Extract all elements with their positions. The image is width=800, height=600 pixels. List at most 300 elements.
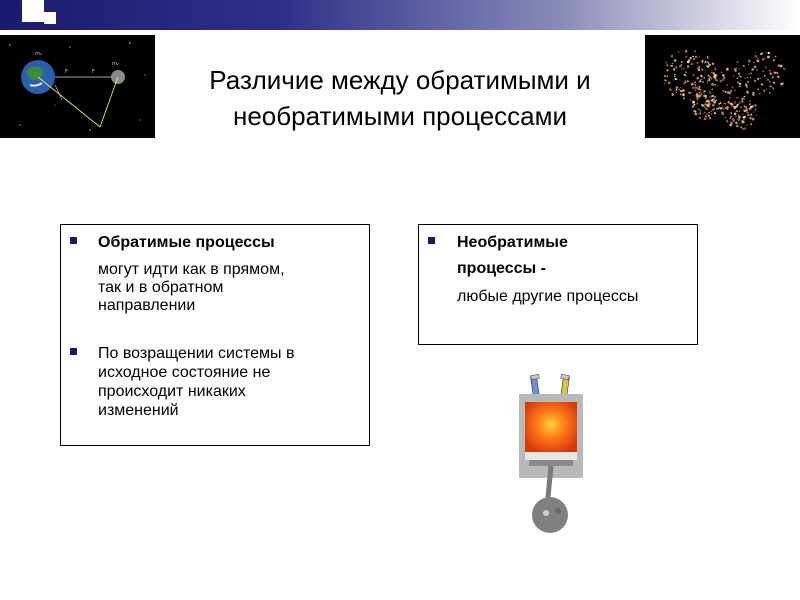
- return-state-line-4: изменений: [98, 402, 179, 419]
- firework-spark: [742, 116, 744, 118]
- irreversible-desc: любые другие процессы: [457, 288, 639, 305]
- firework-spark: [700, 87, 701, 88]
- firework-spark: [731, 105, 733, 107]
- firework-spark: [703, 92, 704, 93]
- firework-spark: [678, 51, 680, 53]
- firework-spark: [692, 64, 693, 65]
- firework-spark: [752, 68, 754, 70]
- firework-spark: [734, 101, 736, 103]
- firework-spark: [707, 56, 708, 57]
- firework-spark: [681, 61, 683, 63]
- firework-spark: [685, 71, 687, 73]
- firework-spark: [676, 89, 678, 91]
- firework-spark: [760, 78, 761, 79]
- firework-spark: [756, 114, 757, 115]
- firework-spark: [687, 80, 689, 82]
- firework-spark: [727, 84, 728, 85]
- firework-spark: [696, 93, 698, 95]
- firework-spark: [707, 103, 710, 106]
- firework-spark: [717, 108, 718, 109]
- firework-spark: [767, 78, 769, 80]
- firework-spark: [694, 89, 696, 91]
- firework-spark: [733, 75, 734, 76]
- reversible-heading: Обратимые процессы: [98, 234, 275, 251]
- firework-spark: [699, 92, 701, 94]
- firework-spark: [712, 95, 714, 97]
- firework-spark: [740, 126, 742, 128]
- firework-spark: [698, 114, 699, 115]
- firework-spark: [744, 116, 746, 118]
- firework-spark: [702, 81, 704, 83]
- firework-spark: [666, 69, 668, 71]
- firework-spark: [681, 91, 683, 93]
- firework-spark: [773, 88, 774, 89]
- firework-spark: [724, 102, 726, 104]
- firework-spark: [753, 111, 754, 112]
- firework-spark: [738, 102, 740, 104]
- firework-image: [645, 35, 800, 138]
- firework-spark: [752, 118, 755, 121]
- firework-spark: [706, 113, 708, 115]
- firework-spark: [707, 75, 709, 77]
- firework-spark: [711, 88, 712, 89]
- firework-spark: [764, 75, 766, 77]
- firework-spark: [750, 77, 751, 78]
- firework-spark: [744, 127, 746, 129]
- firework-spark: [670, 65, 672, 67]
- firework-spark: [685, 55, 687, 57]
- firework-spark: [694, 82, 696, 84]
- firework-spark: [686, 76, 687, 77]
- firework-spark: [671, 76, 672, 77]
- firework-spark: [664, 79, 666, 81]
- firework-spark: [705, 62, 707, 64]
- firework-spark: [747, 125, 748, 126]
- firework-spark: [668, 81, 671, 84]
- earth-moon-orbit-image: [0, 35, 155, 138]
- firework-spark: [747, 77, 748, 78]
- firework-spark: [704, 112, 706, 114]
- firework-spark: [734, 89, 735, 90]
- firework-spark: [698, 108, 700, 110]
- firework-spark: [700, 110, 701, 111]
- firework-spark: [677, 79, 678, 80]
- firework-spark: [741, 99, 742, 100]
- firework-spark: [690, 57, 692, 59]
- firework-spark: [769, 92, 771, 94]
- firework-spark: [783, 68, 785, 70]
- firework-spark: [709, 92, 710, 93]
- firework-spark: [712, 85, 713, 86]
- firework-spark: [707, 66, 709, 68]
- firework-spark: [743, 118, 745, 120]
- firework-spark: [737, 118, 740, 121]
- firework-spark: [726, 68, 729, 71]
- firework-spark: [757, 78, 759, 80]
- firework-spark: [738, 72, 740, 74]
- firework-spark: [741, 120, 743, 122]
- firework-spark: [712, 110, 713, 111]
- return-state-line-1: По возращении системы в: [98, 345, 295, 362]
- firework-spark: [750, 118, 751, 119]
- firework-spark: [774, 72, 776, 74]
- corner-square-navy: [12, 10, 22, 20]
- firework-spark: [741, 80, 742, 81]
- firework-spark: [742, 128, 744, 130]
- firework-spark: [760, 53, 762, 55]
- title-line-2: необратимыми процессами: [232, 101, 568, 131]
- firework-spark: [749, 73, 750, 74]
- firework-spark: [674, 74, 675, 75]
- firework-spark: [769, 72, 772, 75]
- firework-spark: [755, 109, 756, 110]
- firework-spark: [680, 87, 681, 88]
- firework-spark: [673, 79, 674, 80]
- firework-spark: [701, 68, 704, 71]
- firework-spark: [711, 110, 713, 112]
- firework-spark: [714, 96, 716, 98]
- firework-spark: [665, 62, 667, 64]
- firework-spark: [674, 75, 676, 77]
- firework-spark: [702, 61, 703, 62]
- firework-spark: [683, 97, 685, 99]
- firework-spark: [767, 56, 770, 59]
- firework-spark: [730, 117, 732, 119]
- firework-spark: [749, 100, 751, 102]
- firework-spark: [684, 74, 685, 75]
- firework-spark: [746, 107, 748, 109]
- firework-spark: [735, 116, 736, 117]
- firework-spark: [702, 104, 705, 107]
- firework-spark: [750, 123, 752, 125]
- firework-spark: [743, 65, 745, 67]
- firework-spark: [709, 91, 710, 92]
- firework-spark: [766, 89, 767, 90]
- firework-spark: [753, 62, 755, 64]
- bullet-icon: [70, 348, 77, 355]
- firework-spark: [704, 118, 707, 121]
- firework-spark: [714, 112, 716, 114]
- firework-spark: [734, 113, 737, 116]
- firework-spark: [712, 109, 713, 110]
- firework-spark: [748, 64, 749, 65]
- firework-spark: [707, 80, 708, 81]
- firework-spark: [748, 60, 751, 63]
- firework-spark: [752, 105, 754, 107]
- firework-spark: [703, 95, 706, 98]
- firework-spark: [721, 111, 722, 112]
- firework-spark: [738, 104, 739, 105]
- firework-spark: [730, 116, 732, 118]
- firework-spark: [749, 108, 751, 110]
- firework-spark: [782, 83, 783, 84]
- firework-spark: [770, 85, 771, 86]
- svg-text:m₁: m₁: [35, 51, 42, 57]
- firework-spark: [712, 104, 713, 105]
- corner-square-white: [22, 0, 44, 22]
- title-line-1: Различие между обратимыми и: [209, 65, 591, 95]
- firework-spark: [672, 63, 673, 64]
- firework-spark: [683, 82, 685, 84]
- firework-spark: [769, 70, 771, 72]
- firework-spark: [669, 88, 671, 90]
- firework-spark: [736, 125, 739, 128]
- firework-spark: [711, 72, 712, 73]
- firework-spark: [692, 86, 695, 89]
- firework-spark: [781, 60, 782, 61]
- firework-spark: [717, 85, 719, 87]
- firework-spark: [692, 74, 694, 76]
- firework-spark: [667, 80, 668, 81]
- firework-spark: [754, 80, 756, 82]
- firework-spark: [765, 66, 767, 68]
- firework-spark: [735, 122, 737, 124]
- firework-spark: [723, 108, 724, 109]
- firework-spark: [754, 104, 756, 106]
- firework-spark: [676, 92, 677, 93]
- firework-spark: [708, 115, 710, 117]
- firework-spark: [722, 107, 723, 108]
- firework-spark: [754, 66, 757, 69]
- firework-spark: [750, 114, 752, 116]
- firework-spark: [730, 121, 732, 123]
- firework-spark: [750, 72, 752, 74]
- firework-spark: [706, 100, 708, 102]
- reversible-desc-line-2: так и в обратном: [98, 279, 224, 296]
- firework-spark: [745, 83, 747, 85]
- firework-spark: [722, 74, 724, 76]
- firework-spark: [664, 83, 665, 84]
- firework-spark: [750, 116, 752, 118]
- firework-spark: [752, 94, 754, 96]
- firework-spark: [678, 89, 679, 90]
- firework-spark: [685, 80, 686, 81]
- firework-spark: [693, 105, 695, 107]
- firework-spark: [666, 75, 668, 77]
- firework-spark: [696, 97, 699, 100]
- firework-spark: [739, 123, 740, 124]
- firework-spark: [671, 55, 674, 58]
- reversible-processes-box: [60, 224, 370, 446]
- firework-spark: [685, 81, 687, 83]
- top-decorative-bar: [0, 0, 800, 30]
- irreversible-heading-line-2: процессы -: [457, 260, 546, 277]
- firework-spark: [698, 57, 699, 58]
- firework-spark: [776, 72, 778, 74]
- firework-spark: [729, 124, 732, 127]
- return-state-line-3: происходит никаких: [98, 383, 246, 400]
- return-state-line-2: исходное состояние не: [98, 364, 271, 381]
- firework-spark: [739, 83, 741, 85]
- corner-square-white-small: [44, 12, 56, 24]
- firework-spark: [713, 72, 715, 74]
- firework-spark: [694, 104, 695, 105]
- firework-spark: [714, 84, 716, 86]
- firework-spark: [780, 65, 783, 68]
- firework-spark: [732, 86, 734, 88]
- firework-spark: [694, 110, 696, 112]
- reversible-desc-line-3: направлении: [98, 297, 196, 314]
- firework-spark: [742, 113, 743, 114]
- firework-spark: [759, 93, 760, 94]
- firework-spark: [746, 85, 747, 86]
- slide-title: [155, 62, 645, 134]
- firework-spark: [697, 67, 700, 70]
- firework-spark: [772, 77, 773, 78]
- firework-spark: [687, 65, 690, 68]
- firework-spark: [701, 93, 703, 95]
- svg-text:m₂: m₂: [112, 61, 119, 67]
- firework-spark: [755, 55, 758, 58]
- firework-spark: [720, 102, 722, 104]
- firework-spark: [712, 98, 714, 100]
- firework-spark: [722, 79, 724, 81]
- firework-spark: [762, 71, 764, 73]
- firework-spark: [737, 78, 738, 79]
- firework-spark: [722, 90, 724, 92]
- firework-spark: [773, 59, 775, 61]
- firework-spark: [707, 57, 709, 59]
- firework-spark: [737, 61, 739, 63]
- firework-spark: [673, 68, 676, 71]
- firework-spark: [697, 87, 700, 90]
- firework-spark: [664, 75, 666, 77]
- firework-spark: [683, 68, 684, 69]
- firework-spark: [708, 64, 711, 67]
- firework-spark: [744, 96, 745, 97]
- firework-spark: [722, 112, 724, 114]
- firework-spark: [691, 84, 693, 86]
- firework-spark: [714, 76, 717, 79]
- reversible-desc-line-1: могут идти как в прямом,: [98, 261, 285, 278]
- firework-spark: [713, 91, 714, 92]
- firework-spark: [674, 59, 677, 62]
- firework-spark: [706, 82, 707, 83]
- firework-spark: [699, 56, 700, 57]
- firework-spark: [675, 78, 677, 80]
- firework-spark: [699, 113, 701, 115]
- firework-spark: [685, 50, 688, 53]
- firework-spark: [705, 108, 707, 110]
- firework-spark: [730, 90, 732, 92]
- bullet-icon: [428, 237, 435, 244]
- firework-spark: [714, 103, 715, 104]
- firework-spark: [747, 91, 749, 93]
- firework-spark: [764, 58, 766, 60]
- firework-spark: [703, 90, 705, 92]
- firework-spark: [714, 78, 716, 80]
- firework-spark: [755, 52, 756, 53]
- firework-spark: [705, 95, 706, 96]
- firework-spark: [711, 113, 712, 114]
- firework-spark: [738, 97, 739, 98]
- firework-spark: [693, 58, 695, 60]
- firework-spark: [704, 107, 705, 108]
- firework-spark: [690, 92, 691, 93]
- firework-spark: [778, 65, 780, 67]
- firework-spark: [700, 79, 702, 81]
- firework-spark: [713, 108, 715, 110]
- firework-spark: [708, 112, 710, 114]
- firework-spark: [693, 114, 694, 115]
- piston-engine-icon: [505, 370, 605, 540]
- firework-spark: [703, 77, 705, 79]
- firework-spark: [712, 63, 714, 65]
- firework-spark: [749, 103, 751, 105]
- firework-spark: [692, 101, 695, 104]
- firework-spark: [700, 75, 702, 77]
- firework-spark: [739, 110, 740, 111]
- firework-spark: [738, 116, 740, 118]
- firework-spark: [699, 80, 701, 82]
- firework-spark: [723, 76, 726, 79]
- firework-spark: [699, 86, 700, 87]
- firework-spark: [731, 103, 733, 105]
- firework-spark: [695, 86, 698, 89]
- firework-spark: [709, 117, 711, 119]
- firework-spark: [737, 81, 739, 83]
- firework-spark: [747, 81, 749, 83]
- firework-spark: [724, 91, 726, 93]
- firework-spark: [757, 89, 759, 91]
- svg-text:F: F: [65, 69, 68, 75]
- firework-spark: [736, 110, 738, 112]
- firework-spark: [695, 113, 698, 116]
- firework-spark: [707, 61, 708, 62]
- svg-text:F: F: [92, 69, 95, 75]
- firework-spark: [714, 100, 716, 102]
- firework-spark: [676, 86, 679, 89]
- firework-spark: [785, 69, 786, 70]
- firework-spark: [743, 109, 744, 110]
- firework-spark: [671, 93, 673, 95]
- firework-spark: [696, 62, 698, 64]
- firework-spark: [773, 82, 775, 84]
- firework-spark: [704, 103, 707, 106]
- firework-spark: [729, 97, 730, 98]
- firework-spark: [726, 106, 729, 109]
- firework-spark: [688, 59, 690, 61]
- firework-spark: [720, 80, 722, 82]
- firework-spark: [688, 92, 690, 94]
- firework-spark: [757, 57, 758, 58]
- firework-spark: [765, 52, 766, 53]
- firework-spark: [675, 66, 677, 68]
- firework-spark: [705, 115, 707, 117]
- firework-spark: [761, 84, 763, 86]
- firework-spark: [696, 103, 698, 105]
- firework-spark: [726, 120, 728, 122]
- firework-spark: [727, 91, 730, 94]
- firework-spark: [745, 110, 747, 112]
- firework-spark: [721, 72, 723, 74]
- firework-spark: [692, 56, 694, 58]
- firework-spark: [708, 79, 710, 81]
- firework-spark: [734, 119, 735, 120]
- firework-spark: [681, 68, 682, 69]
- firework-spark: [666, 64, 668, 66]
- firework-spark: [740, 106, 742, 108]
- firework-spark: [722, 113, 724, 115]
- firework-spark: [679, 65, 682, 68]
- firework-spark: [757, 60, 760, 63]
- firework-spark: [733, 106, 736, 109]
- firework-spark: [736, 97, 738, 99]
- firework-spark: [680, 94, 682, 96]
- firework-spark: [767, 52, 769, 54]
- firework-spark: [733, 121, 734, 122]
- firework-spark: [747, 114, 749, 116]
